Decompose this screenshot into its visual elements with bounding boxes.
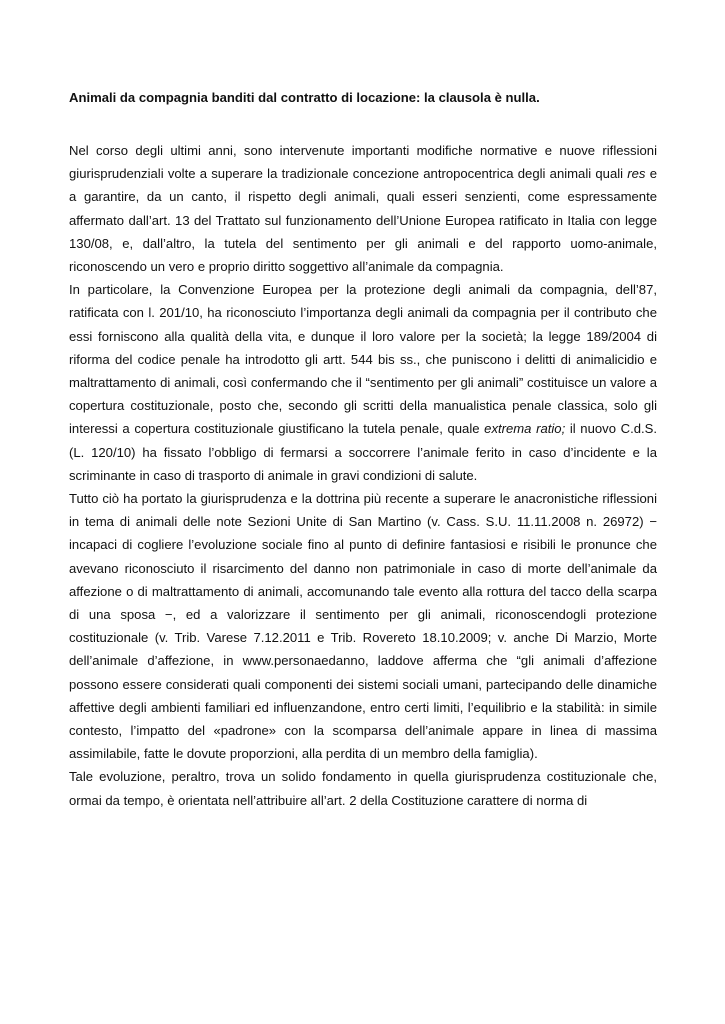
paragraph-2 (69, 278, 657, 487)
paragraph-4 (69, 765, 657, 811)
paragraph-1 (69, 139, 657, 278)
paragraph-2-italic-extrema-ratio: extrema ratio; (484, 421, 566, 437)
paragraph-3-text: Tutto ciò ha portato la giurisprudenza e la dottrina più recente a superare le anacronistiche riflessioni in tema di animali delle note Sezioni Unite di San Martino (v. Cass. S.U. 11.11.2008 n. 26972) − incapaci di cogliere l’evoluzione sociale fino al punto di definire fantasiosi e risibili le pronunce che avevano riconosciuto il risarcimento del danno non patrimoniale in caso di morte dell’animale da affezione o di maltrattamento di animali, accomunando tale evento alla rottura del tacco della scarpa di una sposa −, ed a valorizzare il sentimento per gli animali, riconoscendogli protezione costituzionale (v. Trib. Varese 7.12.2011 e Trib. Rovereto 18.10.2009; v. anche Di Marzio, Morte dell’animale d’affezione, in www.personaedanno, laddove afferma che “gli animali d’affezione possono essere considerati quali componenti dei sistemi sociali umani, partecipando delle dinamiche affettive degli ambienti familiari ed influenzandone, entro certi limiti, l’equilibrio e la stabilità: in simile contesto, l’impatto del «padrone» con la scomparsa dell’animale appare in linea di massima assimilabile, fatte le dovute proporzioni, alla perdita di un membro della famiglia). (69, 491, 657, 762)
paragraph-4-text: Tale evoluzione, peraltro, trova un solido fondamento in quella giurisprudenza costituzionale che, ormai da tempo, è orientata nell’attribuire all’art. 2 della Costituzione carattere di norma di (69, 769, 657, 808)
paragraph-1-italic-res: res (627, 166, 646, 182)
paragraph-1-text-b: e a garantire, da un canto, il rispetto degli animali, quali esseri senzienti, come espressamente affermato dall’art. 13 del Trattato sul funzionamento dell’Unione Europea ratificato in Italia con legge 130/08, e, dall’altro, la tutela del sentimento per gli animali e del rapporto uomo-animale, riconoscendo un vero e proprio diritto soggettivo all’animale da compagnia. (69, 166, 658, 275)
paragraph-2-text-b: il nuovo C.d.S. (L. 120/10) ha fissato l’obbligo di fermarsi a soccorrere l’animale ferito in caso d’incidente e la scriminante in caso di trasporto di animale in gravi condizioni di salute. (69, 421, 657, 483)
document-title: Animali da compagnia banditi dal contratto di locazione: la clausola è nulla. (69, 90, 540, 105)
paragraph-1-text-a: Nel corso degli ultimi anni, sono intervenute importanti modifiche normative e nuove riflessioni giurisprudenziali volte a superare la tradizionale concezione antropocentrica degli animali quali (69, 143, 657, 182)
paragraph-2-text-a: In particolare, la Convenzione Europea per la protezione degli animali da compagnia, dell’87, ratificata con l. 201/10, ha riconosciuto l’importanza degli animali da compagnia per il contributo che essi forniscono alla qualità della vita, e dunque il loro valore per la società; la legge 189/2004 di riforma del codice penale ha introdotto gli artt. 544 bis ss., che puniscono i delitti di animalicidio e maltrattamento di animali, così confermando che il “sentimento per gli animali” costituisce un valore a copertura costituzionale, posto che, secondo gli scritti della manualistica penale classica, solo gli interessi a copertura costituzionale giustificano la tutela penale, quale (69, 282, 657, 437)
paragraph-3 (69, 487, 657, 765)
